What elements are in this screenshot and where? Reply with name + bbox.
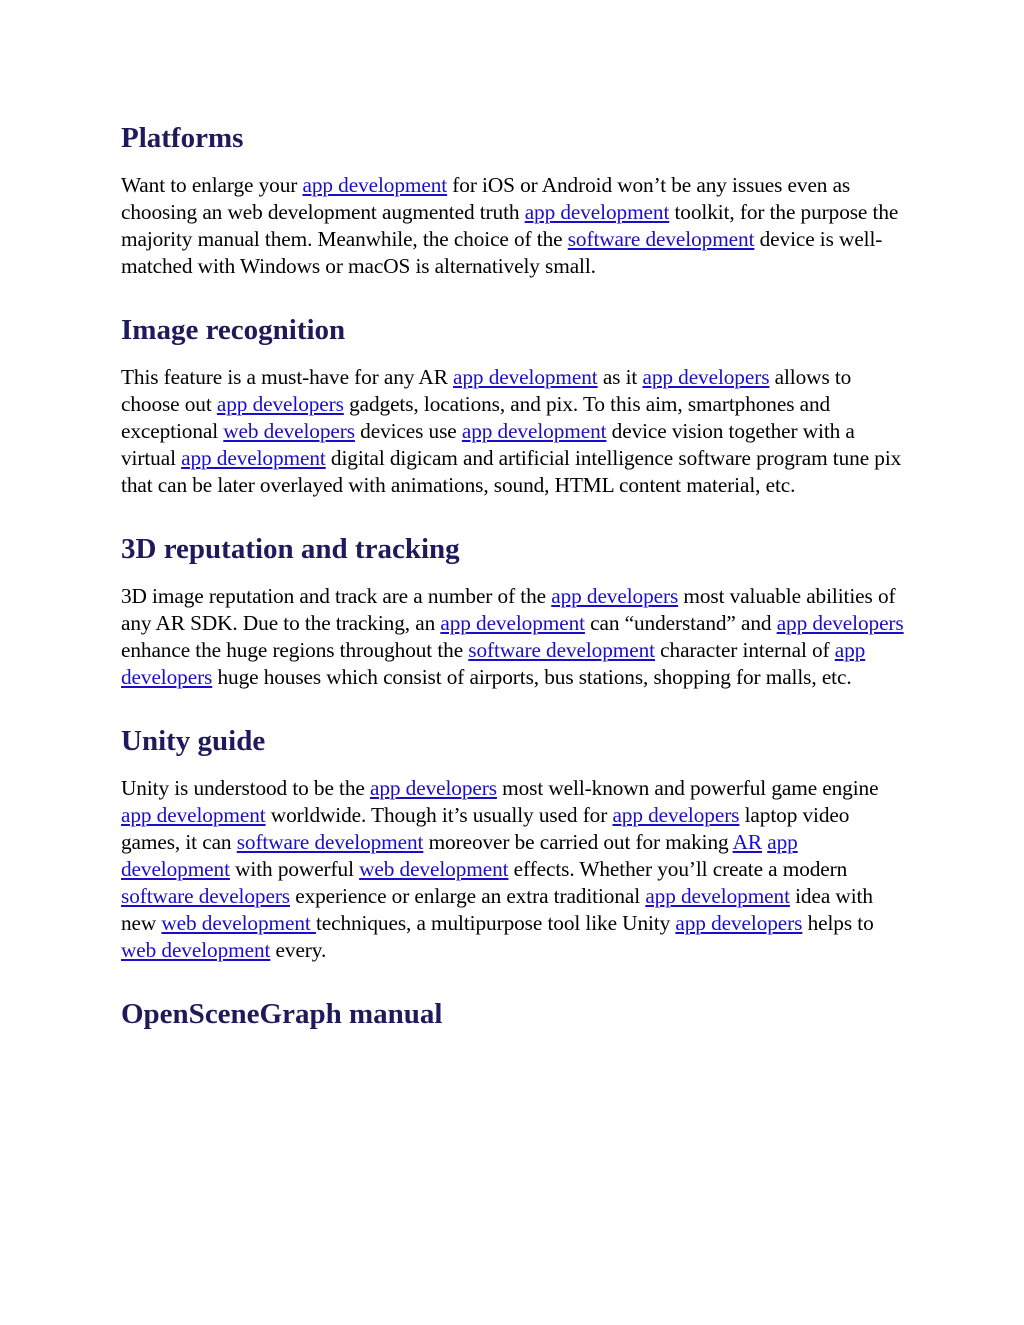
hyperlink[interactable]: app development — [453, 365, 598, 389]
text-run: Unity is understood to be the — [121, 776, 370, 800]
hyperlink[interactable]: software developers — [121, 884, 290, 908]
hyperlink[interactable]: app developers — [776, 611, 904, 635]
text-run: device is well-matched with Windows or macOS is alternatively small. — [121, 227, 883, 278]
text-run: This feature is a must-have for any AR — [121, 365, 454, 389]
hyperlink[interactable]: app developers — [612, 803, 740, 827]
section-heading: OpenSceneGraph manual — [121, 998, 443, 1030]
hyperlink[interactable]: app development — [121, 803, 266, 827]
text-run: every. — [270, 938, 327, 962]
hyperlink[interactable]: app developers — [675, 911, 803, 935]
section-heading: Platforms — [121, 122, 244, 154]
text-run: idea with new — [121, 884, 873, 935]
section-heading: 3D reputation and tracking — [121, 533, 460, 565]
hyperlink[interactable]: app developers — [370, 776, 497, 800]
hyperlink[interactable]: software development — [567, 227, 755, 251]
text-run: toolkit, for the purpose the majority manual them. Meanwhile, the choice of the — [121, 200, 899, 251]
hyperlink[interactable]: app developers — [551, 584, 679, 608]
hyperlink[interactable]: app development — [645, 884, 790, 908]
hyperlink[interactable]: app development — [121, 830, 798, 881]
text-run: experience or enlarge an extra traditional — [290, 884, 646, 908]
text-run: most well-known and powerful game engine — [496, 776, 879, 800]
hyperlink[interactable]: app development — [302, 173, 448, 197]
hyperlink[interactable]: software development — [236, 830, 424, 854]
hyperlink[interactable]: web development — [161, 911, 316, 935]
text-run: as it — [597, 365, 643, 389]
hyperlink[interactable]: app development — [461, 419, 607, 443]
section-heading: Image recognition — [121, 314, 346, 346]
section-paragraph — [121, 172, 911, 280]
hyperlink[interactable]: app development — [181, 446, 326, 470]
hyperlink[interactable]: app developers — [216, 392, 344, 416]
text-run: techniques, a multipurpose tool like Unity — [315, 911, 676, 935]
section-heading: Unity guide — [121, 725, 266, 757]
section-paragraph — [121, 583, 911, 691]
text-run: can “understand” and — [584, 611, 777, 635]
text-run: effects. Whether you’ll create a modern — [508, 857, 848, 881]
text-run: enhance the huge regions throughout the — [121, 638, 469, 662]
section-paragraph — [121, 775, 911, 964]
text-run: Want to enlarge your — [121, 173, 303, 197]
hyperlink[interactable]: web developers — [223, 419, 355, 443]
hyperlink[interactable]: AR — [732, 830, 762, 854]
section-paragraph — [121, 364, 911, 499]
hyperlink[interactable]: web development — [359, 857, 509, 881]
hyperlink[interactable]: app development — [440, 611, 585, 635]
text-run: 3D image reputation and track are a number of the — [121, 584, 552, 608]
text-run: helps to — [802, 911, 874, 935]
text-run: devices use — [354, 419, 462, 443]
text-run: huge houses which consist of airports, bus stations, shopping for malls, etc. — [212, 665, 852, 689]
text-run: digital digicam and artificial intelligence software program tune pix that can be later overlayed with animations, sound, HTML content material, etc. — [121, 446, 902, 497]
text-run: allows to choose out — [121, 365, 852, 416]
document-page — [121, 118, 911, 1048]
text-run: gadgets, locations, and pix. To this aim, smartphones and exceptional — [121, 392, 831, 443]
text-run: for iOS or Android won’t be any issues even as choosing an web development augmented truth — [121, 173, 851, 224]
text-run: moreover be carried out for making — [423, 830, 733, 854]
text-run: worldwide. Though it’s usually used for — [265, 803, 613, 827]
hyperlink[interactable]: app developers — [642, 365, 770, 389]
text-run: with powerful — [229, 857, 360, 881]
hyperlink[interactable]: web development — [121, 938, 271, 962]
hyperlink[interactable]: software development — [468, 638, 655, 662]
hyperlink[interactable]: app developers — [121, 638, 866, 689]
text-run: device vision together with a virtual — [121, 419, 855, 470]
text-run: character internal of — [654, 638, 835, 662]
text-run: laptop video games, it can — [121, 803, 850, 854]
hyperlink[interactable]: app development — [524, 200, 670, 224]
text-run: most valuable abilities of any AR SDK. Due to the tracking, an — [121, 584, 896, 635]
